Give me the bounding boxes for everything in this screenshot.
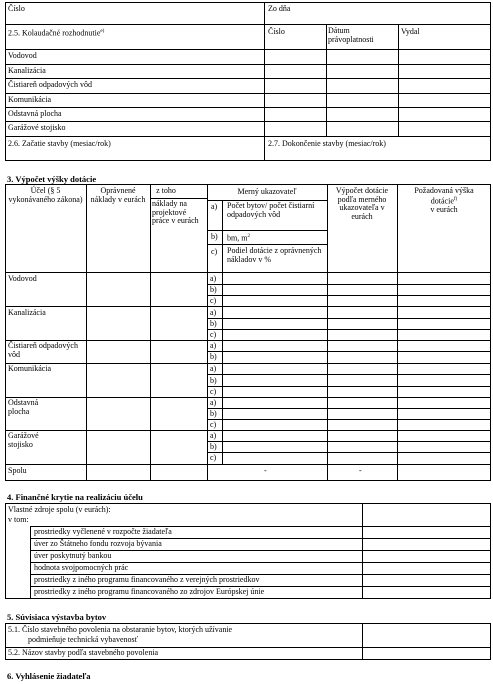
merny-c-letter: c) [211, 247, 218, 256]
sec2-row-komunikacia: Komunikácia [8, 95, 52, 104]
header-opravnene: Oprávnené náklady v eurách [90, 186, 146, 204]
sec4-row: úver poskytnutý bankou [34, 551, 112, 560]
row-letter: a) [210, 398, 217, 407]
merny-c-text: Podiel dotácie z oprávnených nákladov v % [227, 246, 322, 264]
sec3-row-cistiaren: Čistiareň odpadových vôd [8, 341, 78, 359]
row-letter: b) [210, 352, 217, 361]
section-3-title: 3. Výpočet výšky dotácie [7, 174, 97, 184]
sec5-row-1b: podmieňuje technická vybavenosť [28, 635, 139, 644]
col-datum-header: Dátum právoplatnosti [328, 26, 374, 44]
sec5-row-1a: 5.1. Číslo stavebného povolenia na obstaranie bytov, ktorých užívanie [8, 625, 233, 634]
sec2-row-vodovod: Vodovod [8, 51, 37, 60]
row-letter: b) [210, 376, 217, 385]
row-letter: a) [210, 308, 217, 317]
zo-dna-label: Zo dňa [268, 4, 291, 13]
header-pozadovana: Požadovaná výška dotácie$^{f)}$ v eurách [414, 186, 474, 214]
row-letter: c) [210, 387, 217, 396]
sec2-row-garazove: Garážové stojisko [8, 123, 66, 132]
sec2-row-kanalizacia: Kanalizácia [8, 66, 46, 75]
merny-a-text: Počet bytov/ počet čistiarní odpadových vôd [227, 201, 315, 219]
sec4-row: prostriedky z iného programu financovaného z verejných prostriedkov [34, 575, 260, 584]
section-6-title: 6. Vyhlásenie žiadateľa [7, 671, 91, 681]
spolu-dash-merny: - [264, 466, 267, 475]
sec4-row: úver zo Štátneho fondu rozvoja bývania [34, 539, 162, 548]
header-vypocet: Výpočet dotácie podľa merného ukazovateľa v eurách [335, 186, 389, 221]
kolaudacne-label: 2.5. Kolaudačné rozhodnutie$^{e)}$ [8, 28, 105, 38]
row-letter: b) [210, 319, 217, 328]
row-letter: c) [210, 420, 217, 429]
row-letter: c) [210, 453, 217, 462]
cislo-label: Číslo [8, 4, 25, 13]
section-4-title: 4. Finančné krytie na realizáciu účelu [7, 492, 143, 502]
header-z-toho-detail: náklady na projektové práce v eurách [152, 199, 199, 226]
header-merny: Merný ukazovateľ [237, 187, 297, 196]
sec4-row: hodnota svojpomocných prác [34, 563, 129, 572]
sec2-row-odstavna: Odstavná plocha [8, 109, 62, 118]
row-letter: c) [210, 296, 217, 305]
section-5-title: 5. Súvisiaca výstavba bytov [7, 612, 107, 622]
sec3-row-garazove: Garážové stojisko [8, 431, 39, 449]
merny-a-letter: a) [211, 202, 218, 211]
row-letter: a) [210, 274, 217, 283]
vlastne-zdroje-label: Vlastné zdroje spolu (v eurách): [8, 505, 111, 514]
row-letter: a) [210, 341, 217, 350]
sec2-row-cistiaren: Čistiareň odpadových vôd [8, 80, 92, 89]
sec3-row-odstavna: Odstavná plocha [8, 398, 39, 416]
sec3-row-kanalizacia: Kanalizácia [8, 308, 46, 317]
sec4-row: prostriedky vyčlenené v rozpočte žiadateľa [34, 527, 172, 536]
row-letter: b) [210, 409, 217, 418]
row-letter: a) [210, 364, 217, 373]
header-ucel: Účel (§ 5 vykonávaného zákona) [8, 186, 83, 204]
merny-b-letter: b) [211, 232, 218, 241]
col-vydal-header: Vydal [401, 27, 420, 36]
row-letter: b) [210, 285, 217, 294]
sec4-row: prostriedky z iného programu financovaného zo zdrojov Európskej únie [34, 587, 265, 596]
header-z-toho: z toho [156, 186, 176, 195]
merny-b-text: bm, $m^2$ [227, 233, 250, 243]
row-letter: a) [210, 431, 217, 440]
dokoncenie-stavby-label: 2.7. Dokončenie stavby (mesiac/rok) [268, 139, 386, 148]
sec3-row-vodovod: Vodovod [8, 274, 37, 283]
zaciatok-stavby-label: 2.6. Začatie stavby (mesiac/rok) [8, 139, 111, 148]
sec3-row-spolu: Spolu [8, 466, 27, 475]
row-letter: c) [210, 330, 217, 339]
sec5-row-2: 5.2. Názov stavby podľa stavebného povolenia [8, 648, 159, 657]
v-tom-label: v tom: [8, 515, 29, 524]
sec3-row-komunikacia: Komunikácia [8, 364, 52, 373]
row-letter: b) [210, 442, 217, 451]
col-cislo-header: Číslo [268, 27, 285, 36]
spolu-dash-vypocet: - [359, 466, 362, 475]
